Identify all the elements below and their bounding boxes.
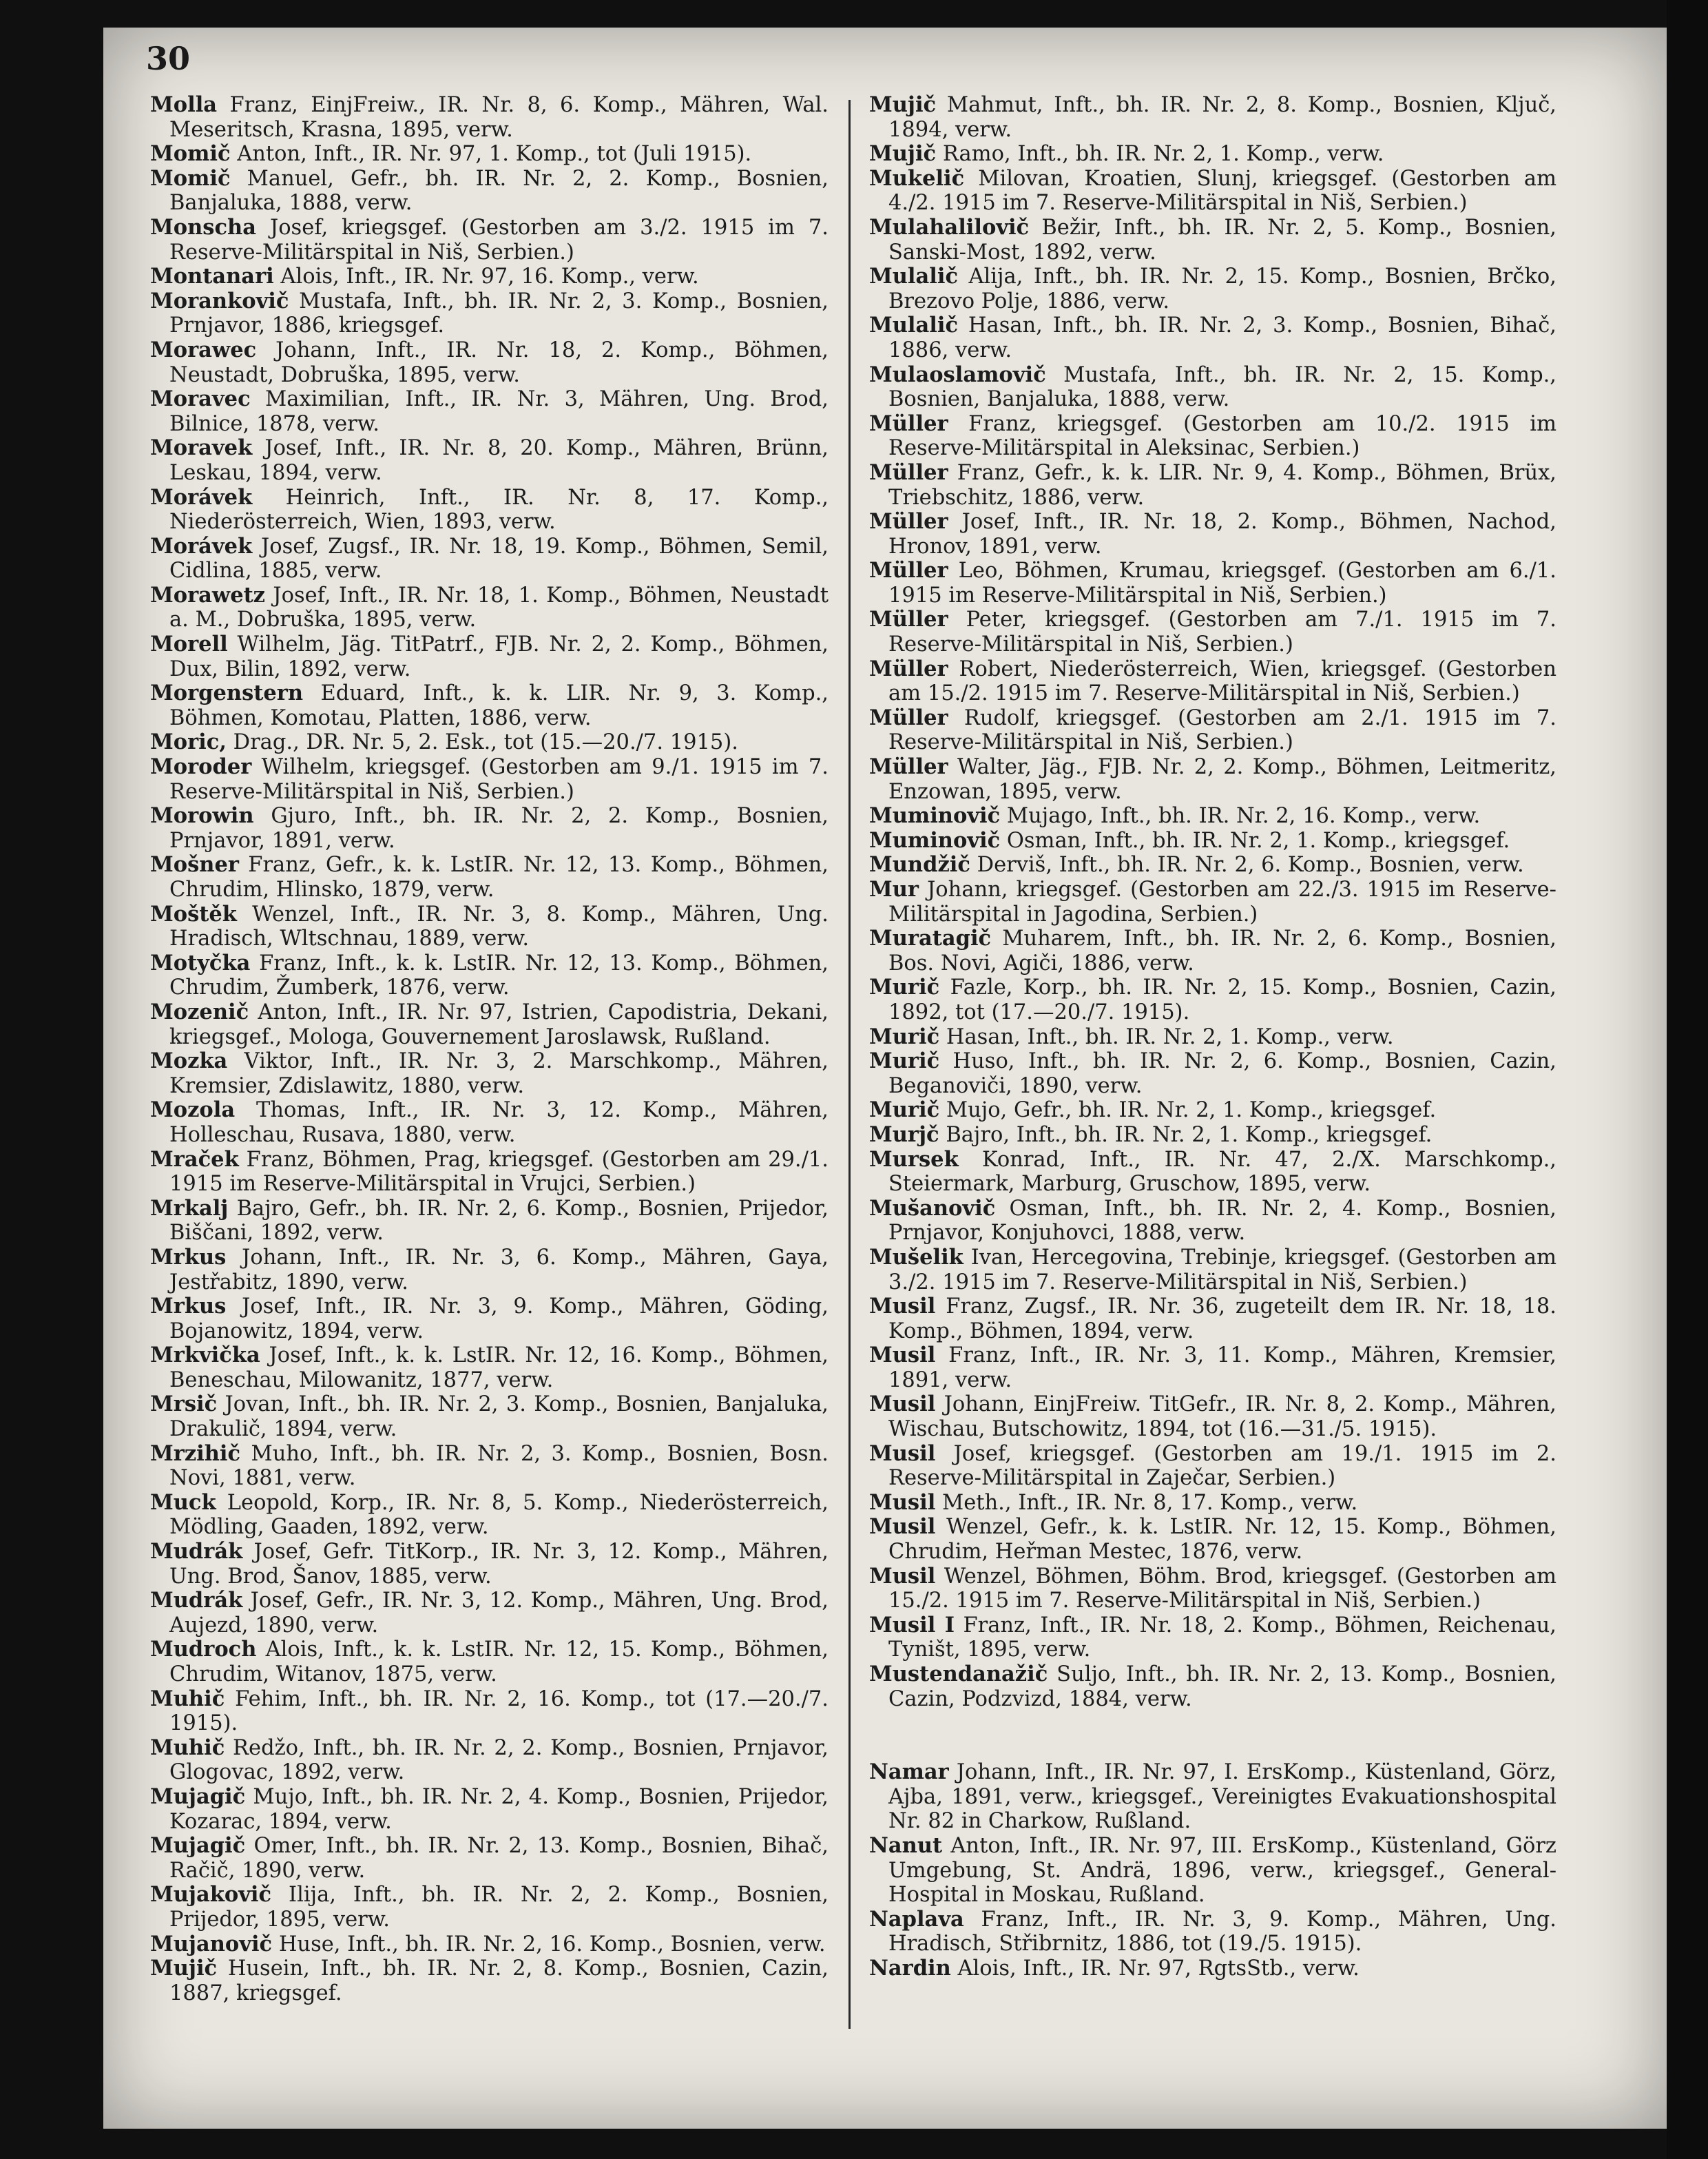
entry-details: Mujo, Gefr., bh. IR. Nr. 2, 1. Komp., kriegsgef. bbox=[939, 1098, 1437, 1123]
roster-entry bbox=[150, 1294, 829, 1343]
entry-surname: Mušelik bbox=[869, 1244, 964, 1270]
entry-surname: Mošner bbox=[150, 852, 239, 878]
entry-details: Suljo, Inft., bh. IR. Nr. 2, 13. Komp., Bosnien, Cazin, Podzvizd, 1884, verw. bbox=[888, 1662, 1556, 1711]
entry-surname: Musil bbox=[869, 1392, 936, 1417]
roster-entry bbox=[869, 853, 1556, 878]
entry-details: Drag., DR. Nr. 5, 2. Esk., tot (15.—20./7. 1915). bbox=[226, 730, 738, 755]
roster-entry bbox=[150, 1442, 829, 1491]
entry-surname: Mrkalj bbox=[150, 1195, 229, 1221]
roster-entry bbox=[869, 1123, 1556, 1148]
entry-surname: Momič bbox=[150, 165, 231, 191]
entry-details: Franz, Inft., IR. Nr. 3, 11. Komp., Mähren, Kremsier, 1891, verw. bbox=[888, 1343, 1556, 1392]
entry-surname: Mrsič bbox=[150, 1392, 218, 1417]
roster-entry bbox=[150, 1956, 829, 2005]
entry-surname: Müller bbox=[869, 558, 948, 583]
scan-edge bbox=[1667, 0, 1708, 2159]
entry-surname: Morávek bbox=[150, 484, 253, 510]
entry-details: Josef, Zugsf., IR. Nr. 18, 19. Komp., Böhmen, Semil, Cidlina, 1885, verw. bbox=[169, 534, 829, 583]
entry-surname: Motyčka bbox=[150, 950, 251, 975]
entry-surname: Mundžič bbox=[869, 852, 970, 878]
roster-entry bbox=[150, 1589, 829, 1638]
entry-details: Josef, Inft., IR. Nr. 18, 2. Komp., Böhmen, Nachod, Hronov, 1891, verw. bbox=[888, 510, 1556, 559]
roster-entry bbox=[869, 1956, 1556, 1981]
entry-surname: Mujagič bbox=[150, 1833, 246, 1859]
roster-entry bbox=[150, 1392, 829, 1441]
roster-entry bbox=[869, 804, 1556, 829]
entry-surname: Muhič bbox=[150, 1735, 225, 1760]
entry-surname: Mozenič bbox=[150, 999, 249, 1024]
entry-details: Mustafa, Inft., bh. IR. Nr. 2, 3. Komp., Bosnien, Prnjavor, 1886, kriegsgef. bbox=[169, 289, 829, 338]
entry-details: Heinrich, Inft., IR. Nr. 8, 17. Komp., Niederösterreich, Wien, 1893, verw. bbox=[169, 485, 829, 535]
entry-surname: Müller bbox=[869, 656, 948, 681]
entry-surname: Mulahalilovič bbox=[869, 214, 1030, 240]
entry-surname: Mulaoslamovič bbox=[869, 362, 1046, 387]
entry-details: Maximilian, Inft., IR. Nr. 3, Mähren, Ung. Brod, Bilnice, 1878, verw. bbox=[169, 387, 829, 436]
entry-surname: Morgenstern bbox=[150, 681, 303, 706]
entry-surname: Mustendanažič bbox=[869, 1662, 1048, 1686]
entry-details: Johann, Inft., IR. Nr. 3, 6. Komp., Mähren, Gaya, Jestřabitz, 1890, verw. bbox=[169, 1245, 829, 1294]
entry-details: Wenzel, Gefr., k. k. LstIR. Nr. 12, 15. Komp., Böhmen, Chrudim, Heřman Mestec, 1876, verw. bbox=[888, 1515, 1556, 1564]
roster-entry bbox=[150, 1932, 829, 1957]
roster-entry bbox=[150, 1785, 829, 1834]
entry-details: Josef, Inft., IR. Nr. 3, 9. Komp., Mähren, Göding, Bojanowitz, 1894, verw. bbox=[169, 1294, 829, 1343]
entry-surname: Morawec bbox=[150, 337, 257, 362]
entry-details: Manuel, Gefr., bh. IR. Nr. 2, 2. Komp., Bosnien, Banjaluka, 1888, verw. bbox=[169, 166, 829, 216]
entry-details: Bajro, Inft., bh. IR. Nr. 2, 1. Komp., kriegsgef. bbox=[939, 1122, 1433, 1147]
entry-details: Johann, Inft., IR. Nr. 18, 2. Komp., Böhmen, Neustadt, Dobruška, 1895, verw. bbox=[169, 338, 829, 387]
roster-entry bbox=[150, 1148, 829, 1197]
right-column-n-entries bbox=[869, 1760, 1556, 1981]
entry-details: Josef, Gefr., IR. Nr. 3, 12. Komp., Mähren, Ung. Brod, Aujezd, 1890, verw. bbox=[169, 1589, 829, 1638]
roster-entry bbox=[150, 142, 829, 167]
roster-entry bbox=[869, 1246, 1556, 1294]
entry-surname: Musil bbox=[869, 1489, 936, 1515]
entry-surname: Mozola bbox=[150, 1097, 236, 1123]
entry-surname: Musil bbox=[869, 1440, 936, 1466]
roster-entry bbox=[869, 1908, 1556, 1956]
entry-surname: Morell bbox=[150, 632, 228, 657]
roster-entry bbox=[869, 706, 1556, 755]
entry-details: Mujago, Inft., bh. IR. Nr. 2, 16. Komp., verw. bbox=[1000, 804, 1481, 829]
roster-entry bbox=[150, 1049, 829, 1098]
entry-surname: Murič bbox=[869, 1048, 940, 1074]
entry-surname: Murjč bbox=[869, 1122, 939, 1147]
entry-surname: Musil bbox=[869, 1563, 936, 1589]
entry-surname: Moric, bbox=[150, 730, 227, 755]
entry-surname: Murič bbox=[869, 1097, 940, 1123]
entry-surname: Moravek bbox=[150, 435, 253, 461]
entry-surname: Muck bbox=[150, 1489, 216, 1515]
roster-entry bbox=[869, 608, 1556, 657]
left-column bbox=[150, 93, 829, 2005]
entry-details: Gjuro, Inft., bh. IR. Nr. 2, 2. Komp., Bosnien, Prnjavor, 1891, verw. bbox=[169, 804, 829, 853]
roster-entry bbox=[150, 216, 829, 265]
roster-entry bbox=[150, 436, 829, 485]
roster-entry bbox=[869, 1662, 1556, 1711]
entry-details: Leopold, Korp., IR. Nr. 8, 5. Komp., Niederösterreich, Mödling, Gaaden, 1892, verw. bbox=[169, 1490, 829, 1540]
roster-entry bbox=[869, 1148, 1556, 1197]
roster-entry bbox=[869, 313, 1556, 362]
roster-entry bbox=[869, 1613, 1556, 1662]
roster-entry bbox=[150, 167, 829, 216]
roster-entry bbox=[150, 1883, 829, 1932]
entry-details: Viktor, Inft., IR. Nr. 3, 2. Marschkomp., Mähren, Kremsier, Zdislawitz, 1880, verw. bbox=[169, 1049, 829, 1098]
entry-details: Wenzel, Inft., IR. Nr. 3, 8. Komp., Mähren, Ung. Hradisch, Wltschnau, 1889, verw. bbox=[169, 902, 829, 951]
entry-details: Josef, Inft., IR. Nr. 8, 20. Komp., Mähren, Brünn, Leskau, 1894, verw. bbox=[169, 436, 829, 485]
entry-details: Ramo, Inft., bh. IR. Nr. 2, 1. Komp., verw. bbox=[936, 142, 1384, 167]
entry-details: Fehim, Inft., bh. IR. Nr. 2, 16. Komp., tot (17.—20./7. 1915). bbox=[169, 1686, 829, 1736]
entry-details: Hasan, Inft., bh. IR. Nr. 2, 3. Komp., Bosnien, Bihač, 1886, verw. bbox=[888, 313, 1556, 362]
roster-entry bbox=[869, 363, 1556, 412]
roster-entry bbox=[869, 975, 1556, 1024]
entry-details: Franz, Böhmen, Prag, kriegsgef. (Gestorben am 29./1. 1915 im Reserve-Militärspital in Vrujci, Serbien.) bbox=[169, 1147, 829, 1197]
entry-details: Ivan, Hercegovina, Trebinje, kriegsgef. (Gestorben am 3./2. 1915 im 7. Reserve-Militärspital in Niš, Serbien.) bbox=[888, 1245, 1556, 1294]
roster-entry bbox=[869, 927, 1556, 975]
roster-entry bbox=[150, 730, 829, 755]
entry-details: Alois, Inft., k. k. LstIR. Nr. 12, 15. Komp., Böhmen, Chrudim, Witanov, 1875, verw. bbox=[169, 1638, 829, 1686]
entry-surname: Monscha bbox=[150, 214, 256, 240]
entry-details: Meth., Inft., IR. Nr. 8, 17. Komp., verw. bbox=[935, 1490, 1358, 1515]
page-number: 30 bbox=[146, 40, 191, 77]
entry-surname: Mujagič bbox=[150, 1784, 246, 1809]
entry-details: Peter, kriegsgef. (Gestorben am 7./1. 1915 im 7. Reserve-Militärspital in Niš, Serbien.) bbox=[888, 608, 1556, 657]
entry-details: Alois, Inft., IR. Nr. 97, RgtsStb., verw. bbox=[950, 1956, 1360, 1981]
entry-surname: Mulalič bbox=[869, 264, 959, 289]
roster-entry bbox=[150, 289, 829, 338]
entry-surname: Moroder bbox=[150, 754, 252, 780]
roster-entry bbox=[150, 681, 829, 730]
entry-details: Josef, Gefr. TitKorp., IR. Nr. 3, 12. Komp., Mähren, Ung. Brod, Šanov, 1885, verw. bbox=[169, 1540, 829, 1589]
entry-surname: Mujič bbox=[150, 1956, 218, 1981]
entry-details: Ilija, Inft., bh. IR. Nr. 2, 2. Komp., Bosnien, Prijedor, 1895, verw. bbox=[169, 1883, 829, 1932]
entry-surname: Mulalič bbox=[869, 313, 959, 338]
roster-entry bbox=[869, 1197, 1556, 1246]
roster-entry bbox=[150, 951, 829, 1000]
entry-details: Franz, Gefr., k. k. LIR. Nr. 9, 4. Komp., Böhmen, Brüx, Triebschitz, 1886, verw. bbox=[888, 460, 1556, 510]
section-gap bbox=[869, 1711, 1556, 1760]
right-column bbox=[869, 93, 1556, 1981]
entry-details: Johann, EinjFreiw. TitGefr., IR. Nr. 8, 2. Komp., Mähren, Wischau, Butschowitz, 1894, tot (16.—31./5. 1915). bbox=[888, 1392, 1556, 1442]
roster-entry bbox=[869, 216, 1556, 265]
roster-entry bbox=[869, 412, 1556, 461]
entry-surname: Muratagič bbox=[869, 926, 992, 951]
roster-entry bbox=[150, 1540, 829, 1589]
entry-surname: Musil bbox=[869, 1294, 936, 1319]
entry-surname: Mudrák bbox=[150, 1588, 243, 1613]
roster-entry bbox=[150, 1834, 829, 1883]
entry-surname: Müller bbox=[869, 459, 948, 485]
entry-surname: Murič bbox=[869, 975, 940, 1000]
entry-details: Wenzel, Böhmen, Böhm. Brod, kriegsgef. (Gestorben am 15./2. 1915 im 7. Reserve-Militärspital in Niš, Serbien.) bbox=[888, 1564, 1556, 1613]
entry-surname: Müller bbox=[869, 705, 948, 730]
roster-entry bbox=[869, 1564, 1556, 1613]
entry-details: Josef, kriegsgef. (Gestorben am 19./1. 1915 im 2. Reserve-Militärspital in Zaječar, Serbien.) bbox=[888, 1441, 1556, 1491]
entry-surname: Morávek bbox=[150, 533, 253, 559]
entry-details: Konrad, Inft., IR. Nr. 47, 2./X. Marschkomp., Steiermark, Marburg, Gruschow, 1895, verw. bbox=[888, 1147, 1556, 1197]
entry-surname: Müller bbox=[869, 509, 948, 535]
entry-details: Eduard, Inft., k. k. LIR. Nr. 9, 3. Komp., Böhmen, Komotau, Platten, 1886, verw. bbox=[169, 681, 829, 730]
entry-details: Husein, Inft., bh. IR. Nr. 2, 8. Komp., Bosnien, Cazin, 1887, kriegsgef. bbox=[169, 1956, 829, 2005]
entry-details: Derviš, Inft., bh. IR. Nr. 2, 6. Komp., Bosnien, verw. bbox=[970, 853, 1524, 878]
roster-entry bbox=[150, 486, 829, 535]
entry-surname: Morowin bbox=[150, 803, 254, 829]
entry-details: Josef, kriegsgef. (Gestorben am 3./2. 1915 im 7. Reserve-Militärspital in Niš, Serbien.) bbox=[169, 215, 829, 265]
roster-entry bbox=[869, 1515, 1556, 1564]
entry-surname: Musil bbox=[869, 1514, 936, 1540]
roster-entry bbox=[150, 265, 829, 289]
entry-surname: Namar bbox=[869, 1759, 949, 1785]
entry-details: Milovan, Kroatien, Slunj, kriegsgef. (Gestorben am 4./2. 1915 im 7. Reserve-Militärspital in Niš, Serbien.) bbox=[888, 166, 1556, 216]
entry-details: Anton, Inft., IR. Nr. 97, Istrien, Capodistria, Dekani, kriegsgef., Mologa, Gouvernement Jaroslawsk, Rußland. bbox=[169, 1000, 829, 1049]
entry-details: Omer, Inft., bh. IR. Nr. 2, 13. Komp., Bosnien, Bihač, Račič, 1890, verw. bbox=[169, 1834, 829, 1883]
entry-details: Mahmut, Inft., bh. IR. Nr. 2, 8. Komp., Bosnien, Ključ, 1894, verw. bbox=[888, 93, 1556, 142]
entry-details: Fazle, Korp., bh. IR. Nr. 2, 15. Komp., Bosnien, Cazin, 1892, tot (17.—20./7. 1915). bbox=[888, 975, 1556, 1024]
entry-surname: Mudrák bbox=[150, 1539, 243, 1564]
roster-entry bbox=[150, 1000, 829, 1049]
roster-entry bbox=[150, 853, 829, 902]
entry-surname: Mraček bbox=[150, 1146, 239, 1172]
roster-entry bbox=[869, 1760, 1556, 1834]
roster-entry bbox=[150, 632, 829, 681]
column-divider bbox=[848, 100, 851, 2029]
roster-entry bbox=[869, 510, 1556, 559]
roster-entry bbox=[150, 387, 829, 436]
roster-entry bbox=[150, 338, 829, 387]
entry-surname: Mursek bbox=[869, 1146, 959, 1172]
roster-entry bbox=[869, 1049, 1556, 1098]
roster-entry bbox=[150, 1098, 829, 1147]
entry-surname: Nardin bbox=[869, 1955, 951, 1981]
entry-details: Wilhelm, Jäg. TitPatrf., FJB. Nr. 2, 2. Komp., Böhmen, Dux, Bilin, 1892, verw. bbox=[169, 632, 829, 681]
entry-surname: Mozka bbox=[150, 1048, 228, 1074]
entry-surname: Müller bbox=[869, 607, 948, 632]
entry-details: Rudolf, kriegsgef. (Gestorben am 2./1. 1915 im 7. Reserve-Militärspital in Niš, Serbien.) bbox=[888, 705, 1556, 755]
roster-entry bbox=[869, 1025, 1556, 1050]
roster-entry bbox=[869, 1343, 1556, 1392]
roster-entry bbox=[150, 1687, 829, 1736]
roster-entry bbox=[150, 1246, 829, 1294]
right-column-m-entries bbox=[869, 93, 1556, 1711]
entry-details: Muharem, Inft., bh. IR. Nr. 2, 6. Komp., Bosnien, Bos. Novi, Agiči, 1886, verw. bbox=[888, 927, 1556, 975]
entry-surname: Musil bbox=[869, 1343, 936, 1368]
entry-details: Johann, kriegsgef. (Gestorben am 22./3. 1915 im Reserve-Militärspital in Jagodina, Serbien.) bbox=[888, 878, 1556, 927]
roster-entry bbox=[869, 829, 1556, 854]
roster-entry bbox=[869, 1098, 1556, 1123]
entry-surname: Nanut bbox=[869, 1832, 943, 1858]
roster-entry bbox=[150, 535, 829, 583]
roster-entry bbox=[150, 583, 829, 632]
entry-details: Huse, Inft., bh. IR. Nr. 2, 16. Komp., Bosnien, verw. bbox=[272, 1932, 826, 1956]
roster-entry bbox=[869, 1392, 1556, 1441]
entry-surname: Müller bbox=[869, 411, 948, 436]
entry-details: Josef, Inft., k. k. LstIR. Nr. 12, 16. Komp., Böhmen, Beneschau, Milowanitz, 1877, verw. bbox=[169, 1343, 829, 1392]
roster-entry bbox=[150, 1343, 829, 1392]
entry-details: Mujo, Inft., bh. IR. Nr. 2, 4. Komp., Bosnien, Prijedor, Kozarac, 1894, verw. bbox=[169, 1784, 829, 1834]
roster-entry bbox=[150, 902, 829, 951]
entry-details: Bajro, Gefr., bh. IR. Nr. 2, 6. Komp., Bosnien, Prijedor, Biščani, 1892, verw. bbox=[169, 1196, 829, 1246]
entry-surname: Muminovič bbox=[869, 803, 1001, 829]
entry-details: Alois, Inft., IR. Nr. 97, 16. Komp., verw. bbox=[273, 265, 699, 289]
roster-entry bbox=[869, 461, 1556, 510]
entry-surname: Morankovič bbox=[150, 288, 289, 313]
entry-surname: Montanari bbox=[150, 264, 274, 289]
entry-surname: Mujič bbox=[869, 92, 937, 117]
roster-entry bbox=[150, 1736, 829, 1785]
roster-entry bbox=[150, 804, 829, 853]
roster-entry bbox=[150, 1491, 829, 1540]
entry-surname: Musil I bbox=[869, 1612, 955, 1638]
entry-details: Franz, EinjFreiw., IR. Nr. 8, 6. Komp., Mähren, Wal. Meseritsch, Krasna, 1895, verw. bbox=[169, 93, 829, 142]
roster-entry bbox=[150, 1197, 829, 1246]
entry-surname: Mušanovič bbox=[869, 1195, 996, 1221]
entry-surname: Mujič bbox=[869, 141, 937, 167]
entry-details: Franz, Inft., IR. Nr. 18, 2. Komp., Böhmen, Reichenau, Tyništ, 1895, verw. bbox=[888, 1613, 1556, 1662]
entry-surname: Mrkus bbox=[150, 1294, 227, 1319]
entry-details: Franz, kriegsgef. (Gestorben am 10./2. 1915 im Reserve-Militärspital in Aleksinac, Serbien.) bbox=[888, 411, 1556, 461]
entry-surname: Muhič bbox=[150, 1686, 225, 1711]
entry-details: Wilhelm, kriegsgef. (Gestorben am 9./1. 1915 im 7. Reserve-Militärspital in Niš, Serbien.) bbox=[169, 755, 829, 804]
entry-details: Bežir, Inft., bh. IR. Nr. 2, 5. Komp., Bosnien, Sanski-Most, 1892, verw. bbox=[888, 215, 1556, 265]
entry-surname: Mrzihič bbox=[150, 1440, 241, 1466]
entry-details: Osman, Inft., bh. IR. Nr. 2, 1. Komp., kriegsgef. bbox=[1000, 828, 1510, 853]
entry-details: Huso, Inft., bh. IR. Nr. 2, 6. Komp., Bosnien, Cazin, Beganoviči, 1890, verw. bbox=[888, 1049, 1556, 1098]
roster-entry bbox=[869, 1491, 1556, 1516]
entry-surname: Mujakovič bbox=[150, 1882, 272, 1908]
entry-surname: Morawetz bbox=[150, 582, 266, 608]
entry-surname: Mudroch bbox=[150, 1637, 257, 1662]
entry-surname: Mrkvička bbox=[150, 1343, 260, 1368]
roster-entry bbox=[869, 142, 1556, 167]
entry-surname: Moštěk bbox=[150, 901, 237, 927]
entry-details: Muho, Inft., bh. IR. Nr. 2, 3. Komp., Bosnien, Bosn. Novi, 1881, verw. bbox=[169, 1441, 829, 1491]
roster-entry bbox=[150, 1638, 829, 1686]
entry-details: Thomas, Inft., IR. Nr. 3, 12. Komp., Mähren, Holleschau, Rusava, 1880, verw. bbox=[169, 1098, 829, 1147]
entry-details: Robert, Niederösterreich, Wien, kriegsgef. (Gestorben am 15./2. 1915 im 7. Reserve-Militärspital in Niš, Serbien.) bbox=[888, 657, 1556, 706]
roster-entry bbox=[869, 559, 1556, 608]
entry-surname: Momič bbox=[150, 141, 231, 167]
roster-entry bbox=[150, 93, 829, 142]
entry-details: Franz, Gefr., k. k. LstIR. Nr. 12, 13. Komp., Böhmen, Chrudim, Hlinsko, 1879, verw. bbox=[169, 853, 829, 902]
entry-details: Alija, Inft., bh. IR. Nr. 2, 15. Komp., Bosnien, Brčko, Brezovo Polje, 1886, verw. bbox=[888, 265, 1556, 313]
entry-details: Mustafa, Inft., bh. IR. Nr. 2, 15. Komp., Bosnien, Banjaluka, 1888, verw. bbox=[888, 362, 1556, 412]
entry-details: Redžo, Inft., bh. IR. Nr. 2, 2. Komp., Bosnien, Prnjavor, Glogovac, 1892, verw. bbox=[169, 1735, 829, 1785]
entry-surname: Murič bbox=[869, 1024, 940, 1049]
entry-details: Osman, Inft., bh. IR. Nr. 2, 4. Komp., Bosnien, Prnjavor, Konjuhovci, 1888, verw. bbox=[888, 1196, 1556, 1246]
roster-entry bbox=[869, 1834, 1556, 1908]
roster-entry bbox=[869, 657, 1556, 706]
entry-details: Leo, Böhmen, Krumau, kriegsgef. (Gestorben am 6./1. 1915 im Reserve-Militärspital in Niš, Serbien.) bbox=[888, 559, 1556, 608]
entry-surname: Mur bbox=[869, 877, 919, 902]
roster-entry bbox=[869, 1442, 1556, 1491]
entry-surname: Muminovič bbox=[869, 827, 1001, 853]
roster-entry bbox=[869, 93, 1556, 142]
entry-details: Anton, Inft., IR. Nr. 97, III. ErsKomp., Küstenland, Görz Umgebung, St. Andrä, 1896, verw., kriegsgef., General-Hospital in Moskau, Rußland. bbox=[888, 1833, 1556, 1908]
roster-entry bbox=[869, 1294, 1556, 1343]
entry-surname: Mukelič bbox=[869, 165, 965, 191]
entry-surname: Moravec bbox=[150, 386, 251, 412]
roster-entry bbox=[869, 167, 1556, 216]
roster-entry bbox=[869, 878, 1556, 927]
entry-details: Franz, Zugsf., IR. Nr. 36, zugeteilt dem IR. Nr. 18, 18. Komp., Böhmen, 1894, verw. bbox=[888, 1294, 1556, 1343]
entry-details: Franz, Inft., IR. Nr. 3, 9. Komp., Mähren, Ung. Hradisch, Střibrnitz, 1886, tot (19./5. 1915). bbox=[888, 1907, 1556, 1956]
entry-surname: Mrkus bbox=[150, 1244, 227, 1270]
entry-details: Anton, Inft., IR. Nr. 97, 1. Komp., tot (Juli 1915). bbox=[230, 142, 752, 167]
entry-details: Hasan, Inft., bh. IR. Nr. 2, 1. Komp., verw. bbox=[939, 1024, 1394, 1049]
entry-surname: Müller bbox=[869, 754, 948, 780]
entry-details: Walter, Jäg., FJB. Nr. 2, 2. Komp., Böhmen, Leitmeritz, Enzowan, 1895, verw. bbox=[888, 755, 1556, 804]
roster-entry bbox=[150, 755, 829, 804]
entry-details: Johann, Inft., IR. Nr. 97, I. ErsKomp., Küstenland, Görz, Ajba, 1891, verw., kriegsgef., Vereinigtes Evakuationshospital Nr. 82 in Charkow, Rußland. bbox=[888, 1760, 1556, 1834]
entry-details: Jovan, Inft., bh. IR. Nr. 2, 3. Komp., Bosnien, Banjaluka, Drakulič, 1894, verw. bbox=[169, 1392, 829, 1442]
roster-entry bbox=[869, 265, 1556, 313]
roster-entry bbox=[869, 755, 1556, 804]
entry-details: Franz, Inft., k. k. LstIR. Nr. 12, 13. Komp., Böhmen, Chrudim, Žumberk, 1876, verw. bbox=[169, 951, 829, 1000]
entry-surname: Mujanovič bbox=[150, 1931, 273, 1956]
entry-details: Josef, Inft., IR. Nr. 18, 1. Komp., Böhmen, Neustadt a. M., Dobruška, 1895, verw. bbox=[169, 583, 829, 632]
entry-surname: Molla bbox=[150, 92, 218, 117]
entry-surname: Naplava bbox=[869, 1906, 964, 1932]
